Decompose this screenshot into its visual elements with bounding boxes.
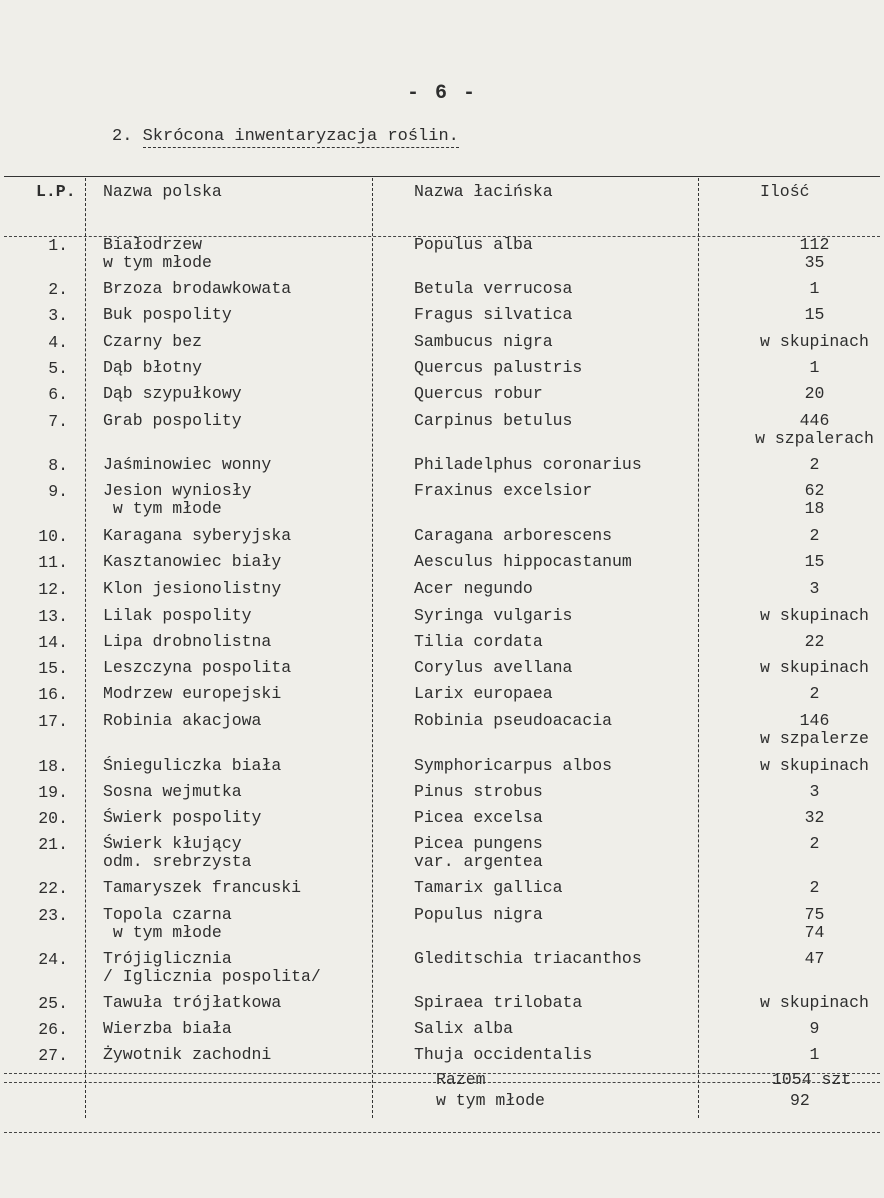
row-latin-name: Thuja occidentalis <box>414 1045 593 1064</box>
row-quantity: 62 18 <box>804 481 825 518</box>
section-heading <box>112 127 459 146</box>
row-lp: 20. <box>38 809 68 828</box>
row-latin-name: Picea excelsa <box>414 808 543 827</box>
row-polish-name: Karagana syberyjska <box>103 526 292 545</box>
row-polish-name: Świerk kłujący odm. srebrzysta <box>103 834 252 871</box>
row-lp: 24. <box>38 950 68 969</box>
row-polish-name: Robinia akacjowa <box>103 711 262 730</box>
header-polish: Nazwa polska <box>103 182 222 201</box>
row-latin-name: Populus nigra <box>414 905 543 924</box>
row-quantity: 3 <box>809 579 820 598</box>
row-quantity: 32 <box>804 808 825 827</box>
row-quantity: 1 <box>809 279 820 298</box>
row-quantity: 2 <box>809 878 820 897</box>
row-latin-name: Caragana arborescens <box>414 526 613 545</box>
table-top-rule <box>4 176 880 177</box>
row-latin-name: Betula verrucosa <box>414 279 573 298</box>
row-lp: 21. <box>38 835 68 854</box>
row-polish-name: Dąb szypułkowy <box>103 384 242 403</box>
row-lp: 1. <box>48 236 68 255</box>
row-quantity: 9 <box>809 1019 820 1038</box>
row-latin-name: Quercus robur <box>414 384 543 403</box>
row-polish-name: Dąb błotny <box>103 358 203 377</box>
header-latin: Nazwa łacińska <box>414 182 553 201</box>
row-lp: 10. <box>38 527 68 546</box>
column-divider-latin <box>698 178 699 1118</box>
row-polish-name: Brzoza brodawkowata <box>103 279 292 298</box>
row-latin-name: Sambucus nigra <box>414 332 553 351</box>
row-polish-name: Tawuła trójłatkowa <box>103 993 282 1012</box>
row-quantity: 112 35 <box>799 235 830 272</box>
row-quantity: w skupinach <box>760 756 869 775</box>
row-polish-name: Świerk pospolity <box>103 808 262 827</box>
heading-title: Skrócona inwentaryzacja roślin. <box>142 127 459 146</box>
row-quantity: 1 <box>809 1045 820 1064</box>
row-polish-name: Sosna wejmutka <box>103 782 242 801</box>
row-lp: 18. <box>38 757 68 776</box>
row-latin-name: Picea pungens var. argentea <box>414 834 543 871</box>
row-latin-name: Populus alba <box>414 235 533 254</box>
row-lp: 22. <box>38 879 68 898</box>
row-latin-name: Carpinus betulus <box>414 411 573 430</box>
header-lp: L.P. <box>36 182 76 201</box>
row-polish-name: Czarny bez <box>103 332 203 351</box>
row-lp: 13. <box>38 607 68 626</box>
row-lp: 27. <box>38 1046 68 1065</box>
row-quantity: 75 74 <box>804 905 825 942</box>
row-lp: 9. <box>48 482 68 501</box>
row-latin-name: Fragus silvatica <box>414 305 573 324</box>
row-polish-name: Tamaryszek francuski <box>103 878 302 897</box>
row-lp: 11. <box>38 553 68 572</box>
row-quantity: 15 <box>804 305 825 324</box>
row-quantity: 47 <box>804 949 825 968</box>
row-latin-name: Tilia cordata <box>414 632 543 651</box>
row-lp: 12. <box>38 580 68 599</box>
row-lp: 8. <box>48 456 68 475</box>
row-latin-name: Gleditschia triacanthos <box>414 949 642 968</box>
row-latin-name: Tamarix gallica <box>414 878 563 897</box>
row-latin-name: Spiraea trilobata <box>414 993 583 1012</box>
row-polish-name: Wierzba biała <box>103 1019 232 1038</box>
row-quantity: 15 <box>804 552 825 571</box>
row-latin-name: Larix europaea <box>414 684 553 703</box>
row-polish-name: Kasztanowiec biały <box>103 552 282 571</box>
row-lp: 23. <box>38 906 68 925</box>
row-lp: 5. <box>48 359 68 378</box>
row-latin-name: Philadelphus coronarius <box>414 455 642 474</box>
total-value: 1054 szt <box>772 1070 852 1089</box>
row-polish-name: Lilak pospolity <box>103 606 252 625</box>
row-quantity: w skupinach <box>760 606 869 625</box>
row-latin-name: Corylus avellana <box>414 658 573 677</box>
row-lp: 19. <box>38 783 68 802</box>
row-quantity: 2 <box>809 526 820 545</box>
row-polish-name: Topola czarna w tym młode <box>103 905 232 942</box>
row-polish-name: Białodrzew w tym młode <box>103 235 212 272</box>
row-lp: 2. <box>48 280 68 299</box>
row-polish-name: Modrzew europejski <box>103 684 282 703</box>
row-polish-name: Śnieguliczka biała <box>103 756 282 775</box>
row-polish-name: Leszczyna pospolita <box>103 658 292 677</box>
row-polish-name: Lipa drobnolistna <box>103 632 272 651</box>
page-number: - 6 - <box>406 82 477 105</box>
row-latin-name: Fraxinus excelsior <box>414 481 593 500</box>
row-polish-name: Trójiglicznia / Iglicznia pospolita/ <box>103 949 321 986</box>
heading-prefix: 2. <box>112 127 143 146</box>
row-quantity: w skupinach <box>760 658 869 677</box>
total-sub-value: 92 <box>790 1091 810 1110</box>
row-quantity: 22 <box>804 632 825 651</box>
row-lp: 17. <box>38 712 68 731</box>
row-quantity: 20 <box>804 384 825 403</box>
row-quantity: w skupinach <box>760 332 869 351</box>
row-polish-name: Buk pospolity <box>103 305 232 324</box>
row-latin-name: Aesculus hippocastanum <box>414 552 632 571</box>
column-divider-polish <box>372 178 373 1118</box>
row-lp: 26. <box>38 1020 68 1039</box>
row-quantity: 2 <box>809 684 820 703</box>
row-polish-name: Grab pospolity <box>103 411 242 430</box>
row-quantity: 2 <box>809 455 820 474</box>
row-lp: 15. <box>38 659 68 678</box>
row-lp: 14. <box>38 633 68 652</box>
row-lp: 7. <box>48 412 68 431</box>
row-polish-name: Jaśminowiec wonny <box>103 455 272 474</box>
row-lp: 16. <box>38 685 68 704</box>
row-latin-name: Salix alba <box>414 1019 514 1038</box>
row-latin-name: Symphoricarpus albos <box>414 756 613 775</box>
row-quantity: 146 w szpalerze <box>760 711 869 748</box>
row-lp: 3. <box>48 306 68 325</box>
row-quantity: 3 <box>809 782 820 801</box>
table-bottom-rule <box>4 1132 880 1133</box>
row-lp: 4. <box>48 333 68 352</box>
row-polish-name: Klon jesionolistny <box>103 579 282 598</box>
row-quantity: 1 <box>809 358 820 377</box>
row-latin-name: Syringa vulgaris <box>414 606 573 625</box>
total-label: Razem <box>436 1070 486 1089</box>
row-polish-name: Żywotnik zachodni <box>103 1045 272 1064</box>
row-lp: 6. <box>48 385 68 404</box>
row-polish-name: Jesion wyniosły w tym młode <box>103 481 252 518</box>
total-sub-label: w tym młode <box>436 1091 545 1110</box>
row-latin-name: Robinia pseudoacacia <box>414 711 613 730</box>
row-quantity: w skupinach <box>760 993 869 1012</box>
column-divider-lp <box>85 178 86 1118</box>
row-lp: 25. <box>38 994 68 1013</box>
row-latin-name: Pinus strobus <box>414 782 543 801</box>
row-latin-name: Quercus palustris <box>414 358 583 377</box>
row-latin-name: Acer negundo <box>414 579 533 598</box>
header-qty: Ilość <box>760 182 810 201</box>
row-quantity: 2 <box>809 834 820 853</box>
row-quantity: 446 w szpalerach <box>755 411 874 448</box>
